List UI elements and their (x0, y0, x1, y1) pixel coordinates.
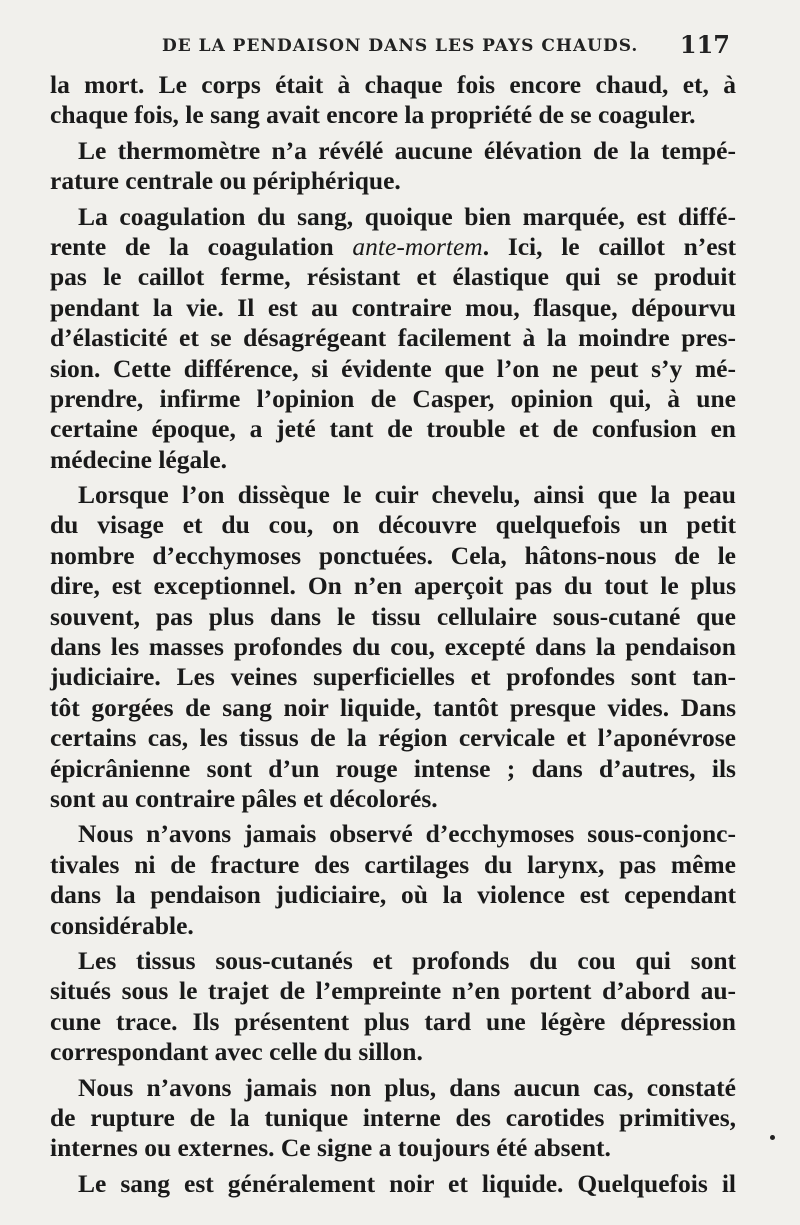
text-line: de rupture de la tunique interne des carotides primitives, (50, 1102, 736, 1132)
page-header (52, 30, 742, 66)
text-line: considérable. (50, 910, 194, 940)
text-line: dans les masses profondes du cou, excepté dans la pendaison (50, 632, 736, 662)
paragraph (50, 1073, 736, 1164)
text-line: souvent, pas plus dans le tissu cellulaire sous-cutané que (50, 601, 736, 631)
text-line: Lorsque l’on dissèque le cuir chevelu, ainsi que la peau (78, 480, 736, 510)
text-line: épicrânienne sont d’un rouge intense ; dans d’autres, ils (50, 753, 736, 783)
paragraph (50, 946, 736, 1068)
text-line: cune trace. Ils présentent plus tard une légère dépression (50, 1006, 736, 1036)
text-line: du visage et du cou, on découvre quelquefois un petit (50, 510, 736, 540)
text-line: Nous n’avons jamais non plus, dans aucun cas, constaté (78, 1072, 736, 1102)
paragraph (50, 819, 736, 941)
text-line: situés sous le trajet de l’empreinte n’en portent d’abord au- (50, 976, 736, 1006)
text-line: pas le caillot ferme, résistant et élastique qui se produit (50, 262, 736, 292)
paragraph (50, 202, 736, 476)
running-head: DE LA PENDAISON DANS LES PAYS CHAUDS. (162, 36, 639, 56)
page-number: 117 (679, 30, 730, 59)
text-line: la mort. Le corps était à chaque fois encore chaud, et, à (50, 70, 736, 99)
paragraph (50, 136, 736, 197)
text-line: Les tissus sous-cutanés et profonds du cou qui sont (78, 945, 736, 975)
text-line: Nous n’avons jamais observé d’ecchymoses sous-conjonc- (78, 819, 736, 849)
text-line: sont au contraire pâles et décolorés. (50, 783, 438, 813)
text-line: dans la pendaison judiciaire, où la violence est cependant (50, 880, 736, 910)
text-line: d’élasticité et se désagrégeant facilement à la moindre pres- (50, 323, 736, 353)
text-line: rente de la coagulation ante-mortem. Ici, le caillot n’est (50, 231, 736, 261)
text-line: dire, est exceptionnel. On n’en aperçoit pas du tout le plus (50, 571, 736, 601)
text-line: tivales ni de fracture des cartilages du larynx, pas même (50, 849, 736, 879)
text-line: nombre d’ecchymoses ponctuées. Cela, hâtons-nous de le (50, 540, 736, 570)
paragraph (50, 70, 736, 131)
text-line: correspondant avec celle du sillon. (50, 1037, 423, 1067)
body-text (50, 70, 736, 1199)
text-line: Le sang est généralement noir et liquide. Quelquefois il (78, 1168, 736, 1198)
text-line: internes ou externes. Ce signe a toujours été absent. (50, 1133, 611, 1163)
text-line: chaque fois, le sang avait encore la propriété de se coaguler. (50, 100, 696, 130)
text-line: médecine légale. (50, 444, 228, 474)
italic-term: ante-mortem (352, 231, 483, 261)
text-line: tôt gorgées de sang noir liquide, tantôt presque vides. Dans (50, 692, 736, 722)
paragraph (50, 480, 736, 814)
text-line: certaine époque, a jeté tant de trouble et de confusion en (50, 414, 736, 444)
text-line: La coagulation du sang, quoique bien marquée, est diffé- (78, 201, 736, 231)
text-line: prendre, infirme l’opinion de Casper, opinion qui, à une (50, 383, 736, 413)
ink-speck (770, 1135, 775, 1140)
text-line: sion. Cette différence, si évidente que l’on ne peut s’y mé- (50, 353, 736, 383)
text-line: judiciaire. Les veines superficielles et profondes sont tan- (50, 662, 736, 692)
text-line: certains cas, les tissus de la région cervicale et l’aponévrose (50, 723, 736, 753)
text-line: Le thermomètre n’a révélé aucune élévation de la tempé- (78, 135, 736, 165)
text-line: pendant la vie. Il est au contraire mou, flasque, dépourvu (50, 292, 736, 322)
paragraph (50, 1169, 736, 1199)
text-line: rature centrale ou périphérique. (50, 166, 401, 196)
